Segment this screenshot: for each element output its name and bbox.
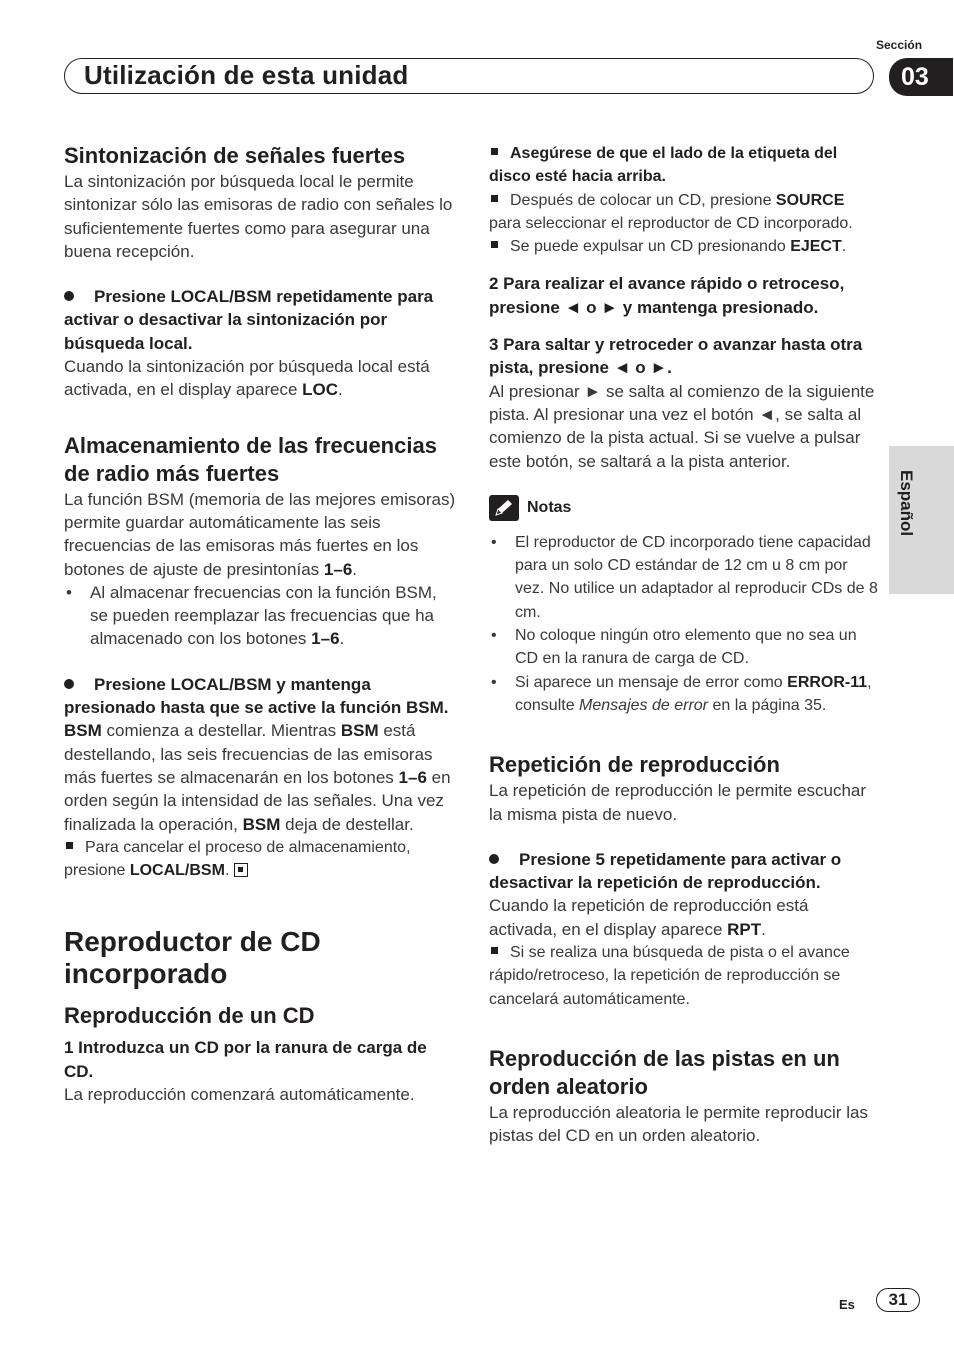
paragraph: Cuando la sintonización por búsqueda local está activada, en el display aparece LOC. xyxy=(64,357,430,400)
footer-language-code: Es xyxy=(839,1297,855,1312)
paragraph: La reproducción aleatoria le permite reproducir las pistas del CD en un orden aleatorio. xyxy=(489,1102,868,1146)
paragraph: La repetición de reproducción le permite escuchar la misma pista de nuevo. xyxy=(489,781,867,824)
paragraph: Cuando la repetición de reproducción está activada, en el display aparece RPT. xyxy=(489,896,809,939)
instruction-step: Presione 5 repetidamente para activar o desactivar la repetición de reproducción. xyxy=(489,849,842,893)
instruction-step: 1 Introduzca un CD por la ranura de carga de CD. xyxy=(64,1038,427,1081)
square-bullet-icon xyxy=(491,947,498,954)
note: Se puede expulsar un CD presionando EJECT. xyxy=(489,235,879,258)
list-item: • Si aparece un mensaje de error como ERROR-11, consulte Mensajes de error en la página 35. xyxy=(489,671,879,718)
heading-repeat-play: Repetición de reproducción xyxy=(489,752,780,778)
heading-bsm: Almacenamiento de las frecuencias de radio más fuertes xyxy=(64,432,437,486)
instruction-step: 2 Para realizar el avance rápido o retroceso, presione ◄ o ► y mantenga presionado. xyxy=(489,274,845,317)
notes-list xyxy=(489,531,879,717)
paragraph: Al presionar ► se salta al comienzo de la siguiente pista. Al presionar una vez el botón ◄, se salta al comienzo de la pista actual. Si se vuelve a pulsar este botón, se saltará a la pista anterior. xyxy=(489,381,875,471)
notes-header xyxy=(489,495,879,521)
list-item: • Al almacenar frecuencias con la función BSM, se pueden reemplazar las frecuencias que ha almacenado con los botones 1–6. xyxy=(64,581,456,651)
heading-cd-playback: Reproducción de un CD xyxy=(64,1003,315,1029)
square-bullet-icon xyxy=(491,195,498,202)
paragraph: La reproducción comenzará automáticamente. xyxy=(64,1085,415,1105)
section-label: Sección xyxy=(876,38,923,52)
bullet-dot-icon xyxy=(64,679,74,689)
paragraph: BSM comienza a destellar. Mientras BSM está destellando, las seis frecuencias de las emisoras más fuertes se almacenarán en los botones 1–6 en orden según la intensidad de las señales. Una vez finalizada la operación, BSM deja de destellar. xyxy=(64,721,451,834)
notes-label: Notas xyxy=(527,498,572,516)
pencil-icon xyxy=(489,495,519,521)
square-bullet-icon xyxy=(491,241,498,248)
note: Asegúrese de que el lado de la etiqueta del disco esté hacia arriba. xyxy=(489,145,838,186)
instruction-step: Presione LOCAL/BSM y mantenga presionado hasta que se active la función BSM. xyxy=(64,674,449,718)
paragraph: La función BSM (memoria de las mejores emisoras) permite guardar automáticamente las seis frecuencias de las emisoras más fuertes en los botones de ajuste de presintonías 1–6. xyxy=(64,489,456,579)
list-item: • El reproductor de CD incorporado tiene capacidad para un solo CD estándar de 12 cm u 8 cm por vez. No utilice un adaptador al reproducir CDs de 8 cm. xyxy=(489,531,879,624)
right-column xyxy=(489,142,879,1148)
note: Para cancelar el proceso de almacenamiento, presione LOCAL/BSM. xyxy=(64,838,411,880)
instruction-step: Presione LOCAL/BSM repetidamente para activar o desactivar la sintonización por búsqueda local. xyxy=(64,287,434,353)
list-item: • No coloque ningún otro elemento que no sea un CD en la ranura de carga de CD. xyxy=(489,624,879,671)
heading-strong-signal-tuning: Sintonización de señales fuertes xyxy=(64,143,406,168)
note: Después de colocar un CD, presione SOURCE para seleccionar el reproductor de CD incorporado. xyxy=(489,191,853,232)
note: Si se realiza una búsqueda de pista o el avance rápido/retroceso, la repetición de reproducción se cancelará automáticamente. xyxy=(489,944,850,1008)
heading-random-play: Reproducción de las pistas en un orden aleatorio xyxy=(489,1045,840,1099)
square-bullet-icon xyxy=(66,842,73,849)
page-title: Utilización de esta unidad xyxy=(84,60,409,90)
bullet-dot-icon xyxy=(64,291,74,301)
page-number: 31 xyxy=(876,1288,920,1312)
bullet-list xyxy=(64,581,456,651)
end-mark-icon xyxy=(234,863,248,877)
bullet-dot-icon xyxy=(489,854,499,864)
instruction-step: 3 Para saltar y retroceder o avanzar hasta otra pista, presione ◄ o ►. xyxy=(489,335,863,378)
paragraph: La sintonización por búsqueda local le permite sintonizar sólo las emisoras de radio con señales lo suficientemente fuertes como para asegurar una buena recepción. xyxy=(64,172,453,261)
section-number-badge: 03 xyxy=(889,58,953,96)
language-label: Español xyxy=(897,470,916,537)
square-bullet-icon xyxy=(491,148,498,155)
heading-cd-player: Reproductor de CD incorporado xyxy=(64,926,321,990)
left-column xyxy=(64,142,456,1106)
